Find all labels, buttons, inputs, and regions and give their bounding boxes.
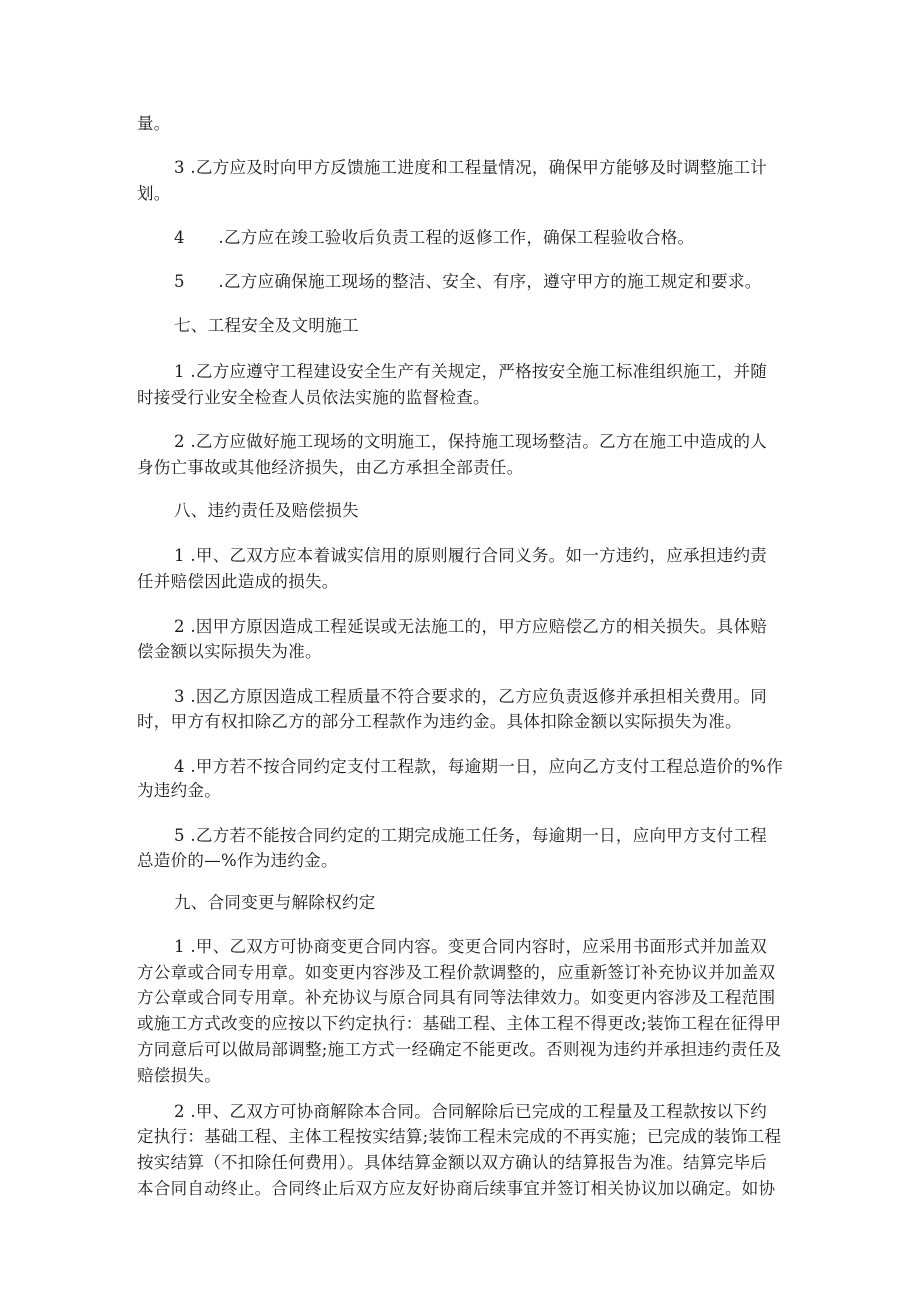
text-line: 划。 <box>137 184 171 203</box>
text-line: 身伤亡事故或其他经济损失，由乙方承担全部责任。 <box>137 458 524 477</box>
text-line: 为违约金。 <box>137 781 221 800</box>
text-line: 赔偿损失。 <box>137 1066 221 1085</box>
text-line: 1 .甲、乙双方应本着诚实信用的原则履行合同义务。如一方违约，应承担违约责 <box>174 546 768 565</box>
text-line: 方同意后可以做局部调整;施工方式一经确定不能更改。否则视为违约并承担违约责任及 <box>137 1040 782 1059</box>
text-line: 1 .甲、乙双方可协商变更合同内容。变更合同内容时，应采用书面形式并加盖双 <box>174 937 768 956</box>
text-line: 4 .甲方若不按合同约定支付工程款，每逾期一日，应向乙方支付工程总造价的%作 <box>174 757 784 776</box>
text-line: 4 .乙方应在竣工验收后负责工程的返修工作，确保工程验收合格。 <box>174 228 695 247</box>
text-line: 方公章或合同专用章。补充协议与原合同具有同等法律效力。如变更内容涉及工程范围 <box>137 988 776 1007</box>
section-heading: 九、合同变更与解除权约定 <box>174 893 376 912</box>
text-line: 定执行：基础工程、主体工程按实结算;装饰工程未完成的不再实施；已完成的装饰工程 <box>137 1127 782 1146</box>
text-line: 3 .因乙方原因造成工程质量不符合要求的，乙方应负责返修并承担相关费用。同 <box>174 687 768 706</box>
text-line: 偿金额以实际损失为准。 <box>137 642 322 661</box>
text-line: 3 .乙方应及时向甲方反馈施工进度和工程量情况，确保甲方能够及时调整施工计 <box>174 158 768 177</box>
text-line: 方公章或合同专用章。如变更内容涉及工程价款调整的，应重新签订补充协议并加盖双 <box>137 963 776 982</box>
text-line: 任并赔偿因此造成的损失。 <box>137 572 339 591</box>
text-line: 总造价的—%作为违约金。 <box>137 851 338 870</box>
text-line: 2 .甲、乙双方可协商解除本合同。合同解除后已完成的工程量及工程款按以下约 <box>174 1102 768 1121</box>
text-line: 2 .乙方应做好施工现场的文明施工，保持施工现场整洁。乙方在施工中造成的人 <box>174 432 768 451</box>
text-line: 时接受行业安全检查人员依法实施的监督检查。 <box>137 388 490 407</box>
section-heading: 七、工程安全及文明施工 <box>174 316 359 335</box>
text-line: 量。 <box>137 114 171 133</box>
text-line: 按实结算（不扣除任何费用）。具体结算金额以双方确认的结算报告为准。结算完毕后 <box>137 1153 768 1172</box>
text-line: 1 .乙方应遵守工程建设安全生产有关规定，严格按安全施工标准组织施工，并随 <box>174 362 768 381</box>
text-line: 5 .乙方应确保施工现场的整洁、安全、有序，遵守甲方的施工规定和要求。 <box>174 272 762 291</box>
section-heading: 八、违约责任及赔偿损失 <box>174 501 359 520</box>
text-line: 时，甲方有权扣除乙方的部分工程款作为违约金。具体扣除金额以实际损失为准。 <box>137 712 742 731</box>
text-line: 5 .乙方若不能按合同约定的工期完成施工任务，每逾期一日，应向甲方支付工程 <box>174 826 768 845</box>
text-line: 或施工方式改变的应按以下约定执行：基础工程、主体工程不得更改;装饰工程在征得甲 <box>137 1014 782 1033</box>
text-line: 2 .因甲方原因造成工程延误或无法施工的，甲方应赔偿乙方的相关损失。具体赔 <box>174 617 768 636</box>
text-line: 本合同自动终止。合同终止后双方应友好协商后续事宜并签订相关协议加以确定。如协 <box>137 1179 776 1198</box>
